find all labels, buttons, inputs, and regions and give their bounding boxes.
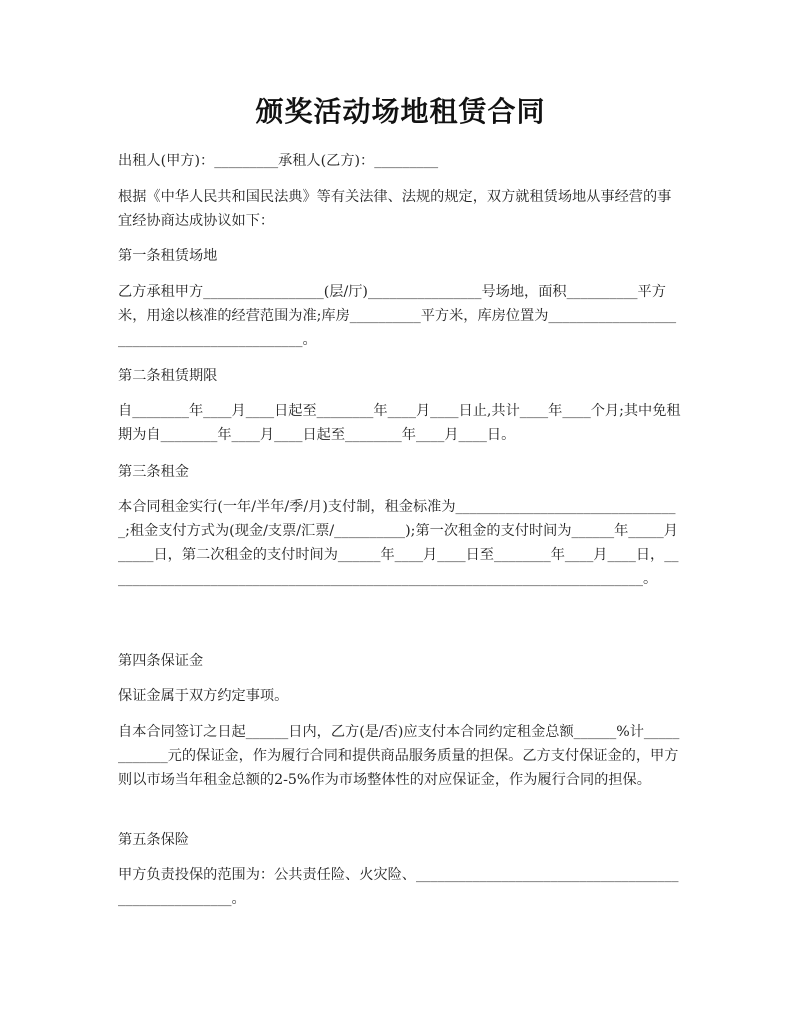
article-4-body: 自本合同签订之日起______日内，乙方(是/否)应支付本合同约定租金总额______%计____________元的保证金，作为履行合同和提供商品服务质量的担保。乙方支付保证金的，甲方则以市场当年租金总额的2-5%作为市场整体性的对应保证金，作为履行合同的担保。 (118, 724, 680, 788)
article-5-body: 甲方负责投保的范围为：公共责任险、火灾险、_____________________________________________________。 (118, 867, 679, 907)
parties-line: 出租人(甲方)：_________承租人(乙方)：_________ (118, 153, 439, 169)
article-2-heading: 第二条租赁期限 (118, 368, 218, 384)
article-4-heading: 第四条保证金 (118, 653, 204, 669)
article-2-body: 自________年____月____日起至________年____月____日止,共计____年____个月;其中免租期为自________年____月____日起至________年____月____日。 (118, 403, 681, 443)
article-1-heading: 第一条租赁场地 (118, 248, 218, 264)
article-3-body: 本合同租金实行(一年/半年/季/月)支付制，租金标准为________________________________;租金支付方式为(现金/支票/汇票/__________);第一次租金的支付时间为______年_____月_____日，第二次租金的支付时间为______年____月____日至________年____月____日，____________________________________________________________________________。 (118, 499, 679, 587)
preamble-paragraph: 根据《中华人民共和国民法典》等有关法律、法规的规定，双方就租赁场地从事经营的事宜经协商达成协议如下： (118, 189, 672, 229)
article-5-heading: 第五条保险 (118, 832, 189, 848)
article-4-intro: 保证金属于双方约定事项。 (118, 688, 289, 704)
article-1-body: 乙方承租甲方_________________(层/厅)________________号场地，面积__________平方米，用途以核准的经营范围为准;库房__________平方米，库房位置为____________________________________________。 (118, 284, 677, 348)
document-title: 颁奖活动场地租赁合同 (255, 95, 546, 128)
article-3-heading: 第三条租金 (118, 464, 189, 480)
